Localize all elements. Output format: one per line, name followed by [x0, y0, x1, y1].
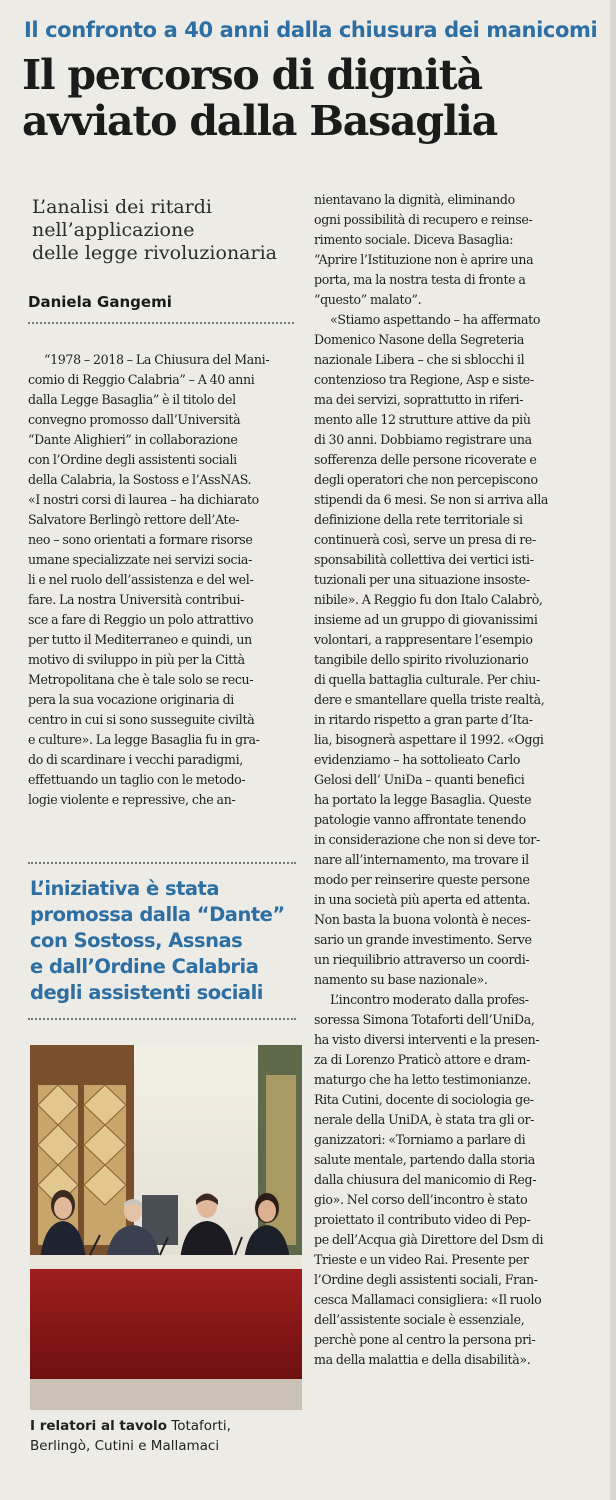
body-text-line: evidenziamo – ha sottolieato Carlo — [314, 752, 521, 767]
body-text-line: in ritardo rispetto a gran parte d’Ita- — [314, 712, 533, 727]
body-text-line: modo per reinserire queste persone — [314, 872, 530, 887]
body-text-line: patologie vanno affrontate tenendo — [314, 812, 526, 827]
body-text-line: “1978 – 2018 – La Chiusura del Mani- — [44, 352, 270, 367]
body-text-line: umane specializzate nei servizi socia- — [28, 552, 252, 567]
body-text-line: Domenico Nasone della Segreteria — [314, 332, 525, 347]
body-text-line: rimento sociale. Diceva Basaglia: — [314, 232, 514, 247]
body-text-line: «Stiamo aspettando – ha affermato — [330, 312, 541, 327]
body-text-line: in una società più aperta ed attenta. — [314, 892, 531, 907]
body-text-line: «I nostri corsi di laurea – ha dichiarato — [28, 492, 259, 507]
body-text-line: e culture». La legge Basaglia fu in gra- — [28, 732, 260, 747]
body-text-line: Trieste e un video Rai. Presente per — [314, 1252, 529, 1267]
body-text-line: za di Lorenzo Praticò attore e dram- — [314, 1052, 531, 1067]
body-text-line: Salvatore Berlingò rettore dell’Ate- — [28, 512, 240, 527]
caption-text: Berlingò, Cutini e Mallamaci — [30, 1438, 220, 1454]
body-text-line: motivo di sviluppo in più per la Città — [28, 652, 245, 667]
body-text-line: per tutto il Mediterraneo e quindi, un — [28, 632, 252, 647]
body-text-line: con l’Ordine degli assistenti sociali — [28, 452, 237, 467]
byline-divider — [28, 322, 294, 324]
page-edge — [610, 0, 616, 1500]
body-text-line: lia, bisognerà aspettare il 1992. «Oggi — [314, 732, 544, 747]
subheadline-line: nell’applicazione — [32, 219, 195, 241]
body-text-line: nientavano la dignità, eliminando — [314, 192, 515, 207]
body-text-line: ha visto diversi interventi e la presen- — [314, 1032, 540, 1047]
right-column — [314, 190, 602, 1370]
body-text-line: tangibile dello spirito rivoluzionario — [314, 652, 529, 667]
body-text-line: Gelosi dell’ UniDa – quanti benefici — [314, 772, 525, 787]
body-text-line: perchè pone al centro la persona pri- — [314, 1332, 536, 1347]
body-text-line: tuzionali per una situazione insoste- — [314, 572, 530, 587]
body-text-line: sponsabilità collettiva dei vertici isti- — [314, 552, 534, 567]
headline — [22, 52, 606, 144]
red-tablecloth — [30, 1269, 302, 1379]
body-text-line: soressa Simona Totaforti dell’UniDa, — [314, 1012, 535, 1027]
body-text-line: continuerà così, serve un presa di re- — [314, 532, 536, 547]
body-text-line: li e nel ruolo dell’assistenza e del wel- — [28, 572, 254, 587]
body-text-line: convegno promosso dall’Università — [28, 412, 241, 427]
body-text-line: ogni possibilità di recupero e reinse- — [314, 212, 533, 227]
body-text-line: un riequilibrio attraverso un coordi- — [314, 952, 530, 967]
body-text-line: stipendi da 6 mesi. Se non si arriva alla — [314, 492, 549, 507]
body-text-line: insieme ad un gruppo di giovanissimi — [314, 612, 538, 627]
pullquote-top-divider — [28, 862, 296, 864]
body-text-line: pe dell’Acqua già Direttore del Dsm di — [314, 1232, 544, 1247]
body-text-line: sofferenza delle persone ricoverate e — [314, 452, 537, 467]
kicker: Il confronto a 40 anni dalla chiusura dei manicomi — [24, 18, 598, 42]
body-text-line: mento alle 12 strutture attive da più — [314, 412, 531, 427]
author-byline: Daniela Gangemi — [28, 293, 172, 311]
body-text-line: dalla Legge Basaglia” è il titolo del — [28, 392, 236, 407]
body-text-line: porta, ma la nostra testa di fronte a — [314, 272, 526, 287]
photo-caption — [30, 1416, 305, 1456]
body-text-line: “Dante Alighieri” in collaborazione — [28, 432, 238, 447]
body-text-line: salute mentale, partendo dalla storia — [314, 1152, 535, 1167]
body-text-line: nare all’internamento, ma trovare il — [314, 852, 529, 867]
body-text-line: di 30 anni. Dobbiamo registrare una — [314, 432, 532, 447]
pull-quote-line: L’iniziativa è stata — [30, 877, 220, 900]
body-text-line: l’Ordine degli assistenti sociali, Fran- — [314, 1272, 538, 1287]
body-text-line: centro in cui si sono susseguite civiltà — [28, 712, 255, 727]
body-text-line: gio». Nel corso dell’incontro è stato — [314, 1192, 528, 1207]
body-text-line: della Calabria, la Sostoss e l’AssNAS. — [28, 472, 252, 487]
photo-illustration — [30, 1045, 302, 1410]
subheadline-line: delle legge rivoluzionaria — [32, 242, 277, 264]
body-text-line: ma dei servizi, soprattutto in riferi- — [314, 392, 524, 407]
body-text-line: L’incontro moderato dalla profes- — [330, 992, 529, 1007]
table-top — [30, 1255, 302, 1269]
body-text-line: volontari, a rappresentare l’esempio — [314, 632, 533, 647]
body-text-line: ha portato la legge Basaglia. Queste — [314, 792, 532, 807]
body-text-line: sce a fare di Reggio un polo attrattivo — [28, 612, 254, 627]
body-text-line: cesca Mallamaci consigliera: «Il ruolo — [314, 1292, 542, 1307]
body-text-line: contenzioso tra Regione, Asp e siste- — [314, 372, 534, 387]
body-text-line: dalla chiusura del manicomio di Reg- — [314, 1172, 537, 1187]
pull-quote-line: promossa dalla “Dante” — [30, 903, 285, 926]
body-text-line: nerale della UniDA, è stata tra gli or- — [314, 1112, 535, 1127]
headline-line: Il percorso di dignità — [22, 51, 482, 99]
body-text-line: “Aprire l’Istituzione non è aprire una — [314, 252, 534, 267]
panel-speakers-photo — [30, 1045, 302, 1410]
body-text-line: pera la sua vocazione originaria di — [28, 692, 234, 707]
body-text-line: proiettato il contributo video di Pep- — [314, 1212, 531, 1227]
body-text-line: Metropolitana che è tale solo se recu- — [28, 672, 254, 687]
body-text-line: comio di Reggio Calabria” – A 40 anni — [28, 372, 255, 387]
speaker-face — [54, 1197, 72, 1219]
body-text-line: Rita Cutini, docente di sociologia ge- — [314, 1092, 534, 1107]
headline-line: avviato dalla Basaglia — [22, 97, 497, 145]
body-text-line: namento su base nazionale». — [314, 972, 488, 987]
floor — [30, 1379, 302, 1410]
body-text-line: effettuando un taglio con le metodo- — [28, 772, 246, 787]
body-text-line: dere e smantellare quella triste realtà, — [314, 692, 545, 707]
body-text-line: neo – sono orientati a formare risorse — [28, 532, 253, 547]
pull-quote — [30, 876, 298, 1006]
body-text-line: nibile». A Reggio fu don Italo Calabrò, — [314, 592, 543, 607]
body-text-line: dell’assistente sociale è essenziale, — [314, 1312, 525, 1327]
pull-quote-line: con Sostoss, Assnas — [30, 929, 243, 952]
body-text-line: maturgo che ha letto testimonianze. — [314, 1072, 531, 1087]
body-text-line: ma della malattia e della disabilità». — [314, 1352, 531, 1367]
pullquote-bottom-divider — [28, 1018, 296, 1020]
pull-quote-line: degli assistenti sociali — [30, 981, 263, 1004]
body-text-line: degli operatori che non percepiscono — [314, 472, 538, 487]
body-text-line: logie violente e repressive, che an- — [28, 792, 236, 807]
body-text-line: sario un grande investimento. Serve — [314, 932, 532, 947]
body-text-line: nazionale Libera – che si sblocchi il — [314, 352, 525, 367]
body-text-line: fare. La nostra Università contribui- — [28, 592, 245, 607]
body-text-line: in considerazione che non si deve tor- — [314, 832, 540, 847]
body-text-line: Non basta la buona volontà è neces- — [314, 912, 531, 927]
subheadline — [32, 196, 302, 265]
speaker-face — [258, 1200, 276, 1222]
subheadline-line: L’analisi dei ritardi — [32, 196, 212, 218]
body-text-line: definizione della rete territoriale si — [314, 512, 523, 527]
body-text-line: do di scardinare i vecchi paradigmi, — [28, 752, 243, 767]
body-text-line: ganizzatori: «Torniamo a parlare di — [314, 1132, 526, 1147]
pull-quote-line: e dall’Ordine Calabria — [30, 955, 259, 978]
left-column — [28, 350, 300, 810]
caption-lead: I relatori al tavolo — [30, 1418, 167, 1434]
body-text-line: di quella battaglia culturale. Per chiu- — [314, 672, 540, 687]
body-text-line: “questo” malato”. — [314, 292, 422, 307]
caption-text: Totaforti, — [171, 1418, 231, 1434]
